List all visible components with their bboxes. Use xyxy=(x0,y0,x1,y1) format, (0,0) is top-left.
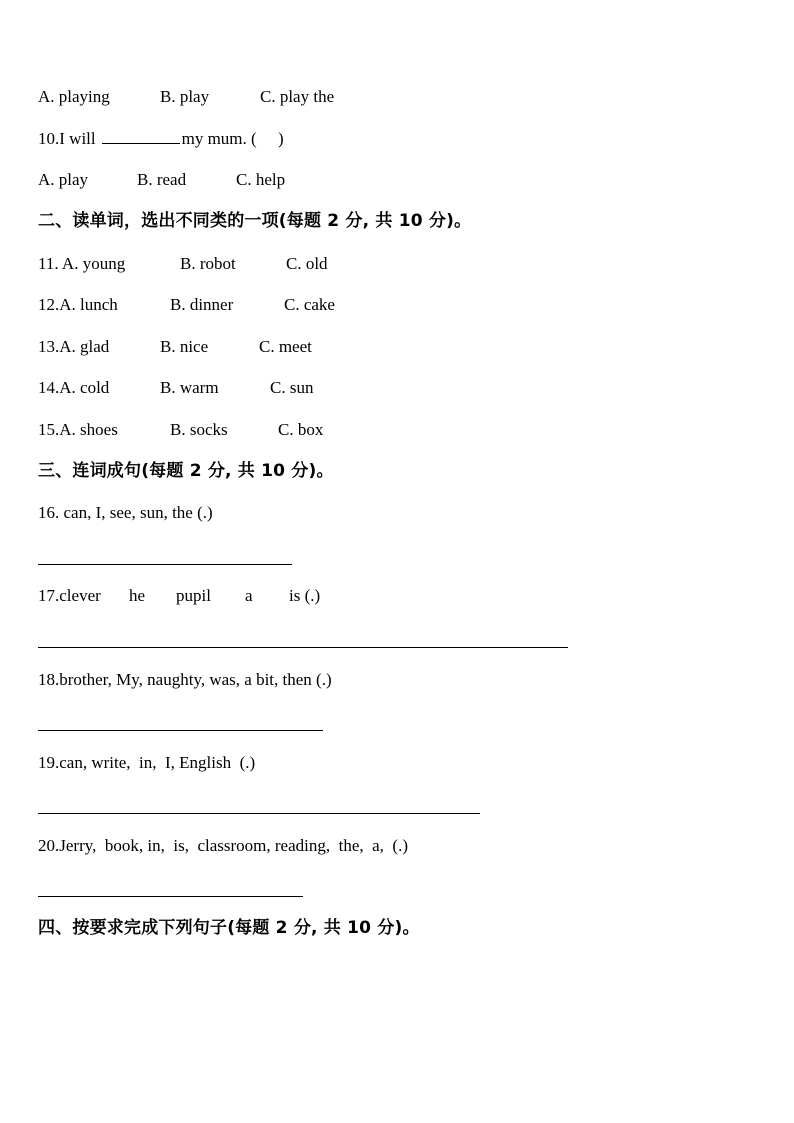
q15-row xyxy=(38,419,438,441)
q11-c: C. old xyxy=(286,254,328,273)
q14-c: C. sun xyxy=(270,378,314,397)
q12-c: C. cake xyxy=(284,295,335,314)
q15-a: 15.A. shoes xyxy=(38,420,118,439)
q17-word-3: pupil xyxy=(176,586,211,605)
q18-number: 18 xyxy=(38,670,55,689)
q10-text-before: I will xyxy=(59,129,96,148)
q20-prompt: 20.Jerry, book, in, is, classroom, reading, the, a, (.) xyxy=(38,836,408,855)
q10-number: 10. xyxy=(38,129,60,148)
q16-number: 16 xyxy=(38,503,55,522)
q14-number: 14 xyxy=(38,378,55,397)
q13-c: C. meet xyxy=(259,337,312,356)
q9-option-c: C. play the xyxy=(260,87,335,106)
q20-answer-line[interactable] xyxy=(38,896,303,897)
q10-text-after: my mum. ( ) xyxy=(181,129,284,148)
q10-option-a: A. play xyxy=(38,170,89,189)
q11-b: B. robot xyxy=(180,254,236,273)
q17-word-1: 17.clever xyxy=(38,586,101,605)
q12-row xyxy=(38,294,438,316)
q9-option-a: A. playing xyxy=(38,87,110,106)
section3-heading: 三、连词成句(每题 2 分, 共 10 分)。 xyxy=(38,461,334,481)
section2-heading: 二、读单词，选出不同类的一项(每题 2 分, 共 10 分)。 xyxy=(38,211,472,231)
q12-a: 12.A. lunch xyxy=(38,295,118,314)
q11-number: 11 xyxy=(38,254,55,273)
q11-row xyxy=(38,253,438,275)
q19-number: 19 xyxy=(38,753,55,772)
q15-c: C. box xyxy=(278,420,324,439)
q19-prompt: 19.can, write, in, I, English (.) xyxy=(38,753,256,772)
q13-a: 13.A. glad xyxy=(38,337,110,356)
q10-option-c: C. help xyxy=(236,170,286,189)
q18-prompt: 18.brother, My, naughty, was, a bit, then (.) xyxy=(38,670,332,689)
q17-prompt xyxy=(38,585,438,607)
section4-heading: 四、按要求完成下列句子(每题 2 分, 共 10 分)。 xyxy=(38,918,420,938)
q12-b: B. dinner xyxy=(170,295,234,314)
q10-options-row xyxy=(38,169,438,191)
q13-b: B. nice xyxy=(160,337,209,356)
q12-number: 12 xyxy=(38,295,55,314)
q14-a: 14.A. cold xyxy=(38,378,110,397)
q16-answer-line[interactable] xyxy=(38,564,292,565)
q19-answer-line[interactable] xyxy=(38,813,480,814)
q14-row xyxy=(38,377,438,399)
q14-b: B. warm xyxy=(160,378,219,397)
q17-word-4: a xyxy=(245,586,253,605)
q16-prompt: 16. can, I, see, sun, the (.) xyxy=(38,503,213,522)
q9-options-row xyxy=(38,86,438,108)
q20-number: 20 xyxy=(38,836,55,855)
q10-stem xyxy=(38,128,284,150)
q17-word-5: is (.) xyxy=(289,586,321,605)
q9-option-b: B. play xyxy=(160,87,210,106)
q17-answer-line[interactable] xyxy=(38,647,568,648)
q17-word-2: he xyxy=(129,586,146,605)
q13-number: 13 xyxy=(38,337,55,356)
q15-b: B. socks xyxy=(170,420,228,439)
q11-a: 11. A. young xyxy=(38,254,126,273)
q13-row xyxy=(38,336,438,358)
q17-number: 17 xyxy=(38,586,55,605)
q15-number: 15 xyxy=(38,420,55,439)
q10-option-b: B. read xyxy=(137,170,187,189)
q18-answer-line[interactable] xyxy=(38,730,323,731)
q10-blank xyxy=(102,129,180,144)
